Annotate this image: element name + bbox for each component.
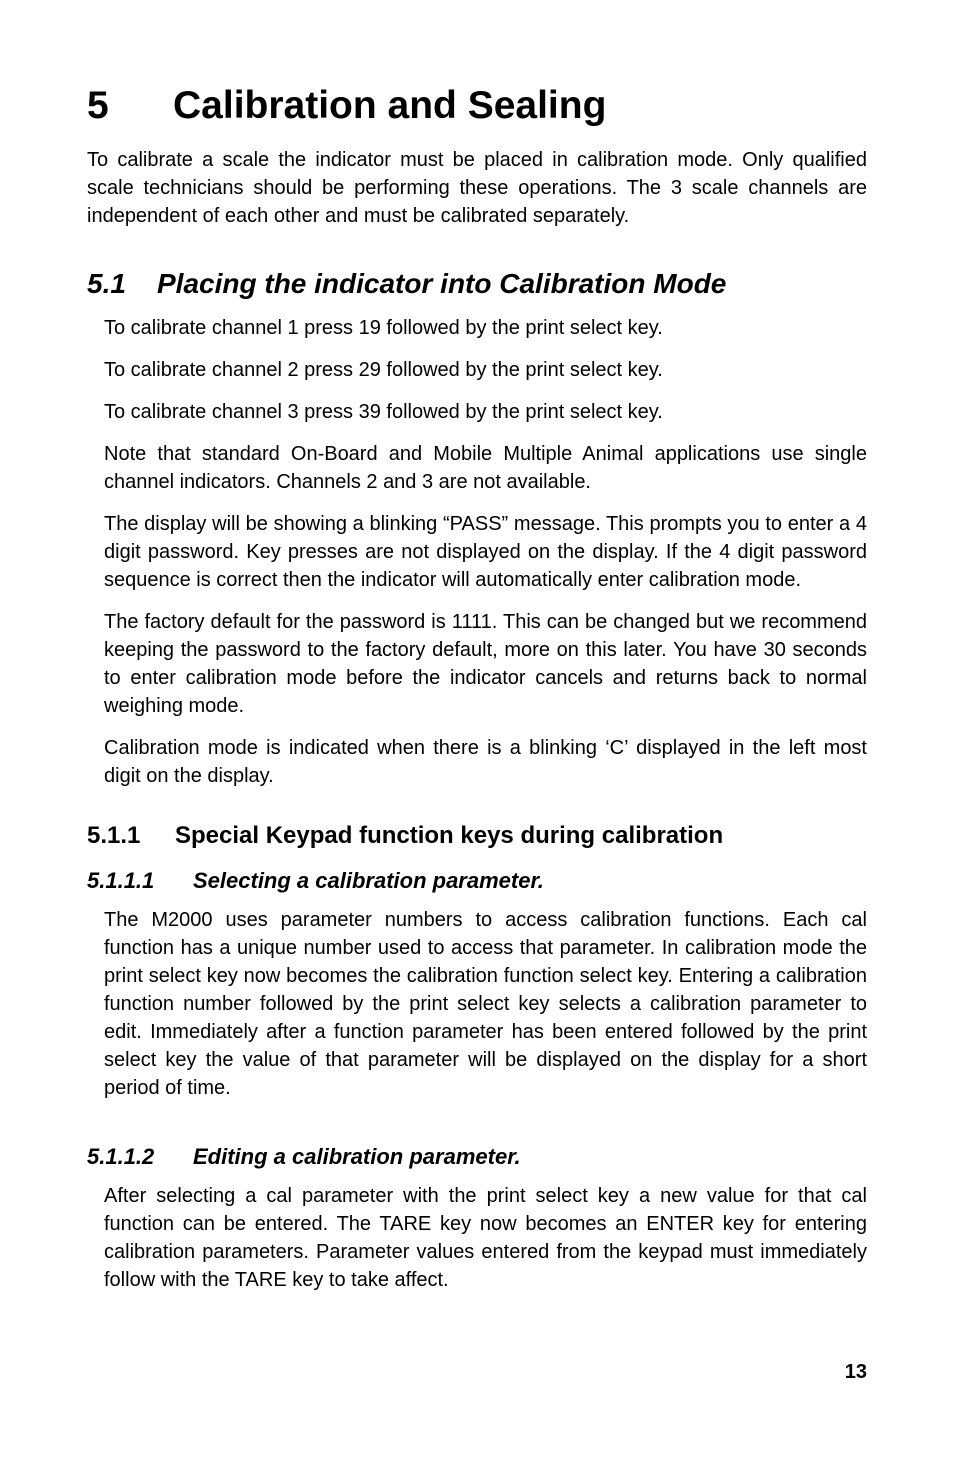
subsubsection-number: 5.1.1.2 (87, 1144, 155, 1169)
document-page (87, 78, 867, 1294)
section-number: 5.1 (87, 268, 126, 299)
subsubsection-title: Selecting a calibration parameter. (193, 868, 544, 893)
subsubsection-heading-5-1-1-1 (87, 866, 867, 896)
subsection-number: 5.1.1 (87, 822, 141, 849)
paragraph-note: Note that standard On-Board and Mobile Multiple Animal applications use single channel indicators. Channels 2 and 3 are not available. (104, 443, 867, 493)
subsubsection-heading-5-1-1-2 (87, 1142, 867, 1172)
chapter-title: Calibration and Sealing (173, 84, 607, 127)
subsection-title: Special Keypad function keys during calibration (175, 822, 724, 849)
paragraph-channel-1: To calibrate channel 1 press 19 followed by the print select key. (104, 317, 663, 339)
paragraph-factory-default: The factory default for the password is 1111. This can be changed but we recommend keeping the password to the factory default, more on this later. You have 30 seconds to enter calibration mode before the indicator cancels and returns back to normal weighing mode. (104, 611, 867, 717)
paragraph-calibration-indicated: Calibration mode is indicated when there is a blinking ‘C’ displayed in the left most digit on the display. (104, 737, 867, 787)
subsubsection-title: Editing a calibration parameter. (193, 1144, 521, 1169)
page-number: 13 (844, 1361, 867, 1383)
paragraph-password: The display will be showing a blinking “PASS” message. This prompts you to enter a 4 digit password. Key presses are not displayed on the display. If the 4 digit password sequence is correct then the indicator will automatically enter calibration mode. (104, 513, 867, 591)
paragraph-channel-2: To calibrate channel 2 press 29 followed by the print select key. (104, 359, 663, 381)
section-title: Placing the indicator into Calibration Mode (157, 268, 727, 299)
paragraph-editing-parameter: After selecting a cal parameter with the print select key a new value for that cal function can be entered. The TARE key now becomes an ENTER key for entering calibration parameters. Parameter values entered from the keypad must immediately follow with the TARE key to take affect. (104, 1185, 867, 1291)
intro-paragraph: To calibrate a scale the indicator must be placed in calibration mode. Only qualified scale technicians should be performing these operations. The 3 scale channels are independent of each other and must be calibrated separately. (87, 149, 867, 227)
paragraph-selecting-parameter: The M2000 uses parameter numbers to access calibration functions. Each cal function has a unique number used to access that parameter. In calibration mode the print select key now becomes the calibration function select key. Entering a calibration function number followed by the print select key selects a calibration parameter to edit. Immediately after a function parameter has been entered followed by the print select key the value of that parameter will be displayed on the display for a short period of time. (104, 909, 867, 1099)
subsubsection-number: 5.1.1.1 (87, 868, 155, 893)
chapter-heading (87, 78, 867, 134)
section-heading-5-1 (87, 266, 867, 302)
paragraph-channel-3: To calibrate channel 3 press 39 followed by the print select key. (104, 401, 663, 423)
subsection-heading-5-1-1 (87, 820, 867, 852)
chapter-number: 5 (87, 84, 109, 127)
